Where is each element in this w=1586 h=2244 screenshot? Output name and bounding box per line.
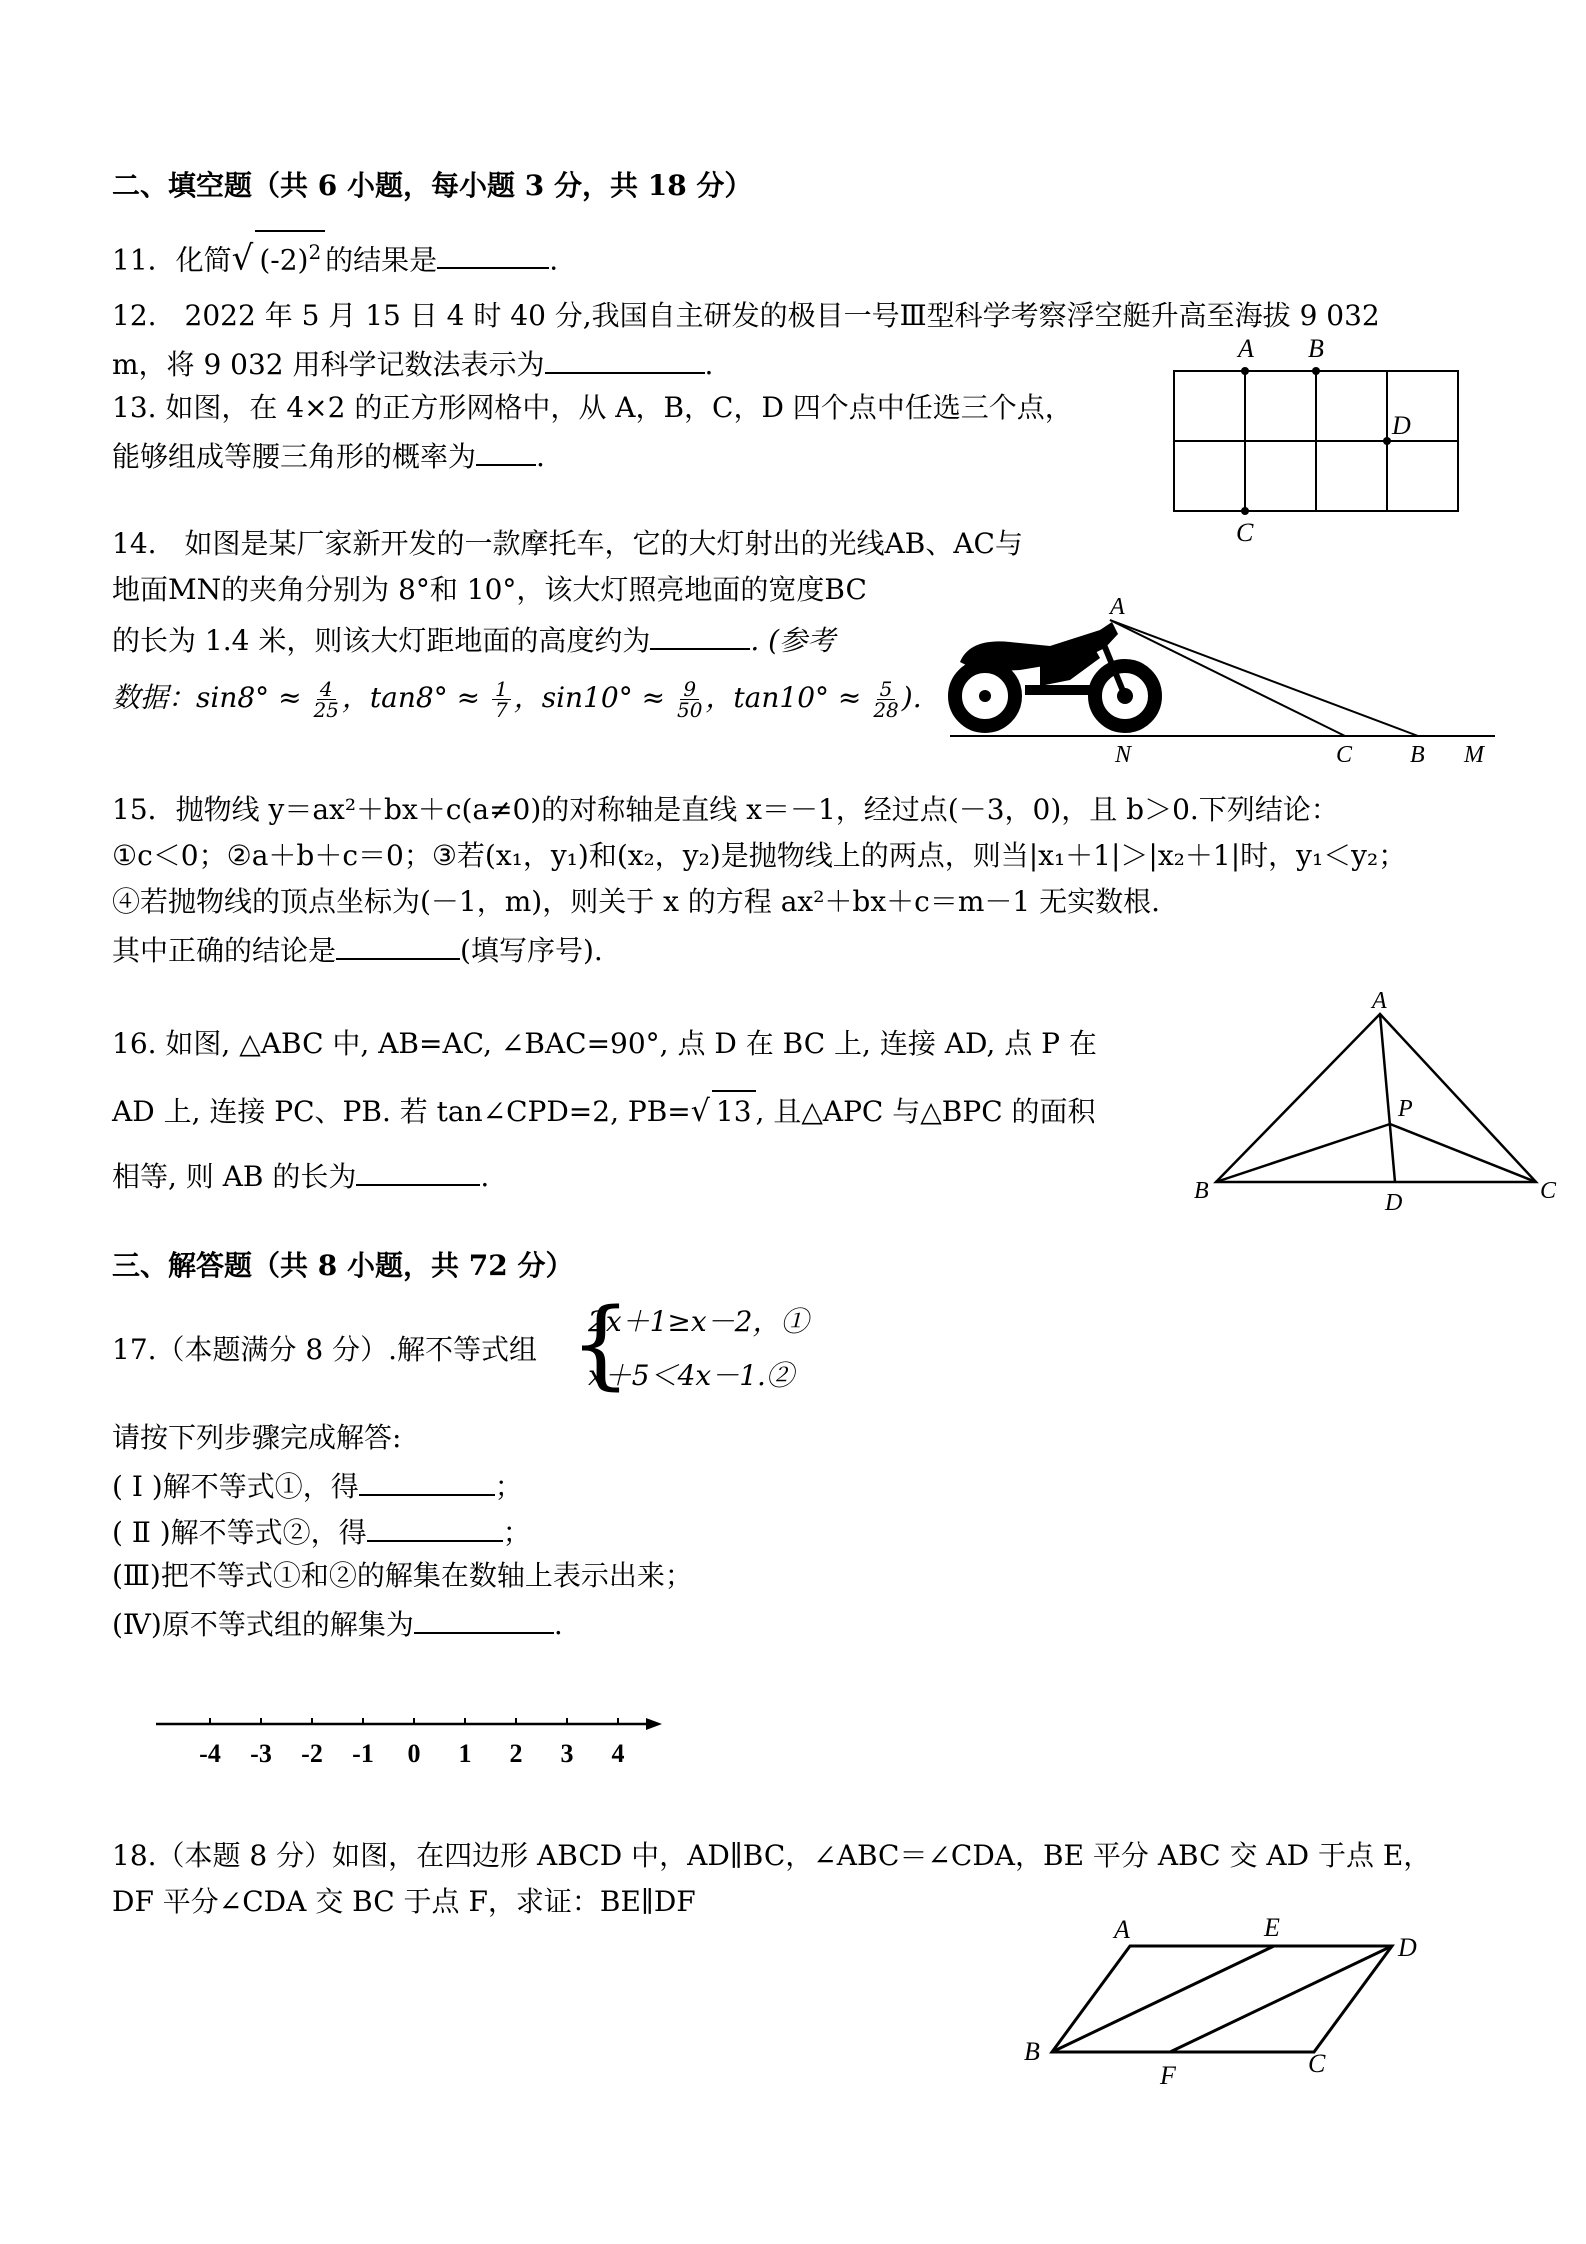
q17-step-1-end: ； (494, 1470, 523, 1503)
number-line-tick-label: -2 (301, 1739, 323, 1768)
q12-end: . (704, 348, 714, 381)
q17-step-4-text: (Ⅳ)原不等式组的解集为 (112, 1608, 414, 1641)
q16-label-a: A (1372, 990, 1387, 1014)
q14-frac-1-num: 4 (317, 679, 336, 700)
q17-step-0: 请按下列步骤完成解答: (112, 1421, 402, 1454)
q17-brace: { (570, 1288, 632, 1400)
q16-label-c: C (1540, 1178, 1557, 1204)
q14-frac-2 (492, 679, 511, 720)
q17-step-3: (Ⅲ)把不等式①和②的解集在数轴上表示出来； (112, 1559, 693, 1592)
q14-frac-4-den: 28 (873, 698, 899, 722)
q15-line4 (112, 928, 603, 971)
q11-post: 的结果是 (325, 243, 438, 277)
q18-label-b: B (1024, 2037, 1040, 2066)
q17-step-1-blank[interactable] (359, 1464, 495, 1496)
q14-ref-e: ). (901, 681, 922, 714)
q14-frac-4-num: 5 (877, 679, 896, 700)
q14-label-a: A (1110, 594, 1125, 620)
q17-step-1-text: ( Ⅰ )解不等式①，得 (112, 1470, 359, 1503)
q17-ineq-2: x＋5＜4x－1.② (588, 1359, 794, 1392)
number-line-tick-label: -4 (199, 1739, 221, 1768)
number-line-tick-label: -3 (250, 1739, 272, 1768)
q17-ineq-1: 2x＋1≥x－2，① (588, 1305, 809, 1338)
number-line-tick-label: -1 (352, 1739, 374, 1768)
q16-text-c: 相等, 则 AB 的长为 (112, 1160, 357, 1193)
q14-frac-2-num: 1 (492, 679, 511, 700)
q13-grid-figure (1160, 335, 1470, 555)
q15-line1: 15．抛物线 y＝ax²＋bx＋c(a≠0)的对称轴是直线 x＝－1，经过点(－3，0)，且 b＞0.下列结论： (112, 793, 1339, 826)
q14-label-m: M (1464, 742, 1484, 768)
q11-end: . (549, 243, 559, 277)
q14-frac-3-num: 9 (680, 679, 699, 700)
number-line-tick-label: 3 (560, 1739, 574, 1768)
q16-line1: 16. 如图, △ABC 中, AB=AC, ∠BAC=90°, 点 D 在 BC 上, 连接 AD, 点 P 在 (112, 1027, 1097, 1060)
q16-line3 (112, 1154, 489, 1197)
q17-number-line (150, 1700, 680, 1780)
q14-answer-blank[interactable] (650, 618, 750, 650)
q18-label-f: F (1160, 2061, 1176, 2090)
arrow-right-icon (646, 1718, 662, 1730)
q16-end: . (480, 1160, 490, 1193)
motorcycle-icon (955, 622, 1155, 726)
q12-answer-blank[interactable] (545, 342, 705, 374)
q16-radicand: 13 (712, 1090, 756, 1132)
q11-answer-blank[interactable] (437, 237, 549, 269)
section-2-title: 二、填空题（共 6 小题，每小题 3 分，共 18 分） (112, 169, 753, 202)
q16-text-a: AD 上, 连接 PC、PB. 若 tan∠CPD=2, PB= (112, 1095, 691, 1128)
number-line-tick-label: 2 (509, 1739, 523, 1768)
q18-quadrilateral-figure (1010, 1900, 1450, 2100)
q16-label-p: P (1398, 1096, 1413, 1122)
q17-step-2-end: ； (502, 1516, 531, 1549)
number-line-tick-label: 0 (407, 1739, 421, 1768)
number-line-tick-label: 1 (458, 1739, 472, 1768)
q13-line1: 13. 如图，在 4×2 的正方形网格中，从 A，B，C，D 四个点中任选三个点， (112, 391, 1073, 424)
q16-label-b: B (1194, 1178, 1209, 1204)
question-11: 11．化简√ $(-2)^2$ 的结果是 . (112, 230, 558, 280)
q11-radicand: (-2) (259, 243, 309, 277)
q11-exponent: 2 (308, 240, 322, 264)
q14-line4 (112, 678, 922, 720)
q14-frac-2-den: 7 (494, 698, 508, 722)
q16-line2: AD 上, 连接 PC、PB. 若 tan∠CPD=2, PB=√ 13 , 且△APC 与△BPC 的面积 (112, 1090, 1096, 1132)
q14-label-n: N (1115, 742, 1132, 768)
q14-ref-b: ，tan8° ≈ (341, 681, 481, 714)
q17-step-2-text: ( Ⅱ )解不等式②，得 (112, 1516, 367, 1549)
q14-frac-1-den: 25 (313, 698, 339, 722)
q16-answer-blank[interactable] (356, 1154, 480, 1186)
q14-line3 (112, 618, 835, 661)
q15-line3: ④若抛物线的顶点坐标为(－1，m)，则关于 x 的方程 ax²＋bx＋c＝m－1 无实数根. (112, 885, 1160, 918)
q14-ref: . (参考 (750, 624, 836, 657)
q14-motorcycle-figure (940, 590, 1500, 770)
q14-ref-c: ，sin10° ≈ (513, 681, 666, 714)
q13-line2 (112, 434, 545, 477)
q11-text: 11．化简 (112, 243, 232, 277)
q18-line2: DF 平分∠CDA 交 BC 于点 F，求证：BE∥DF (112, 1885, 696, 1918)
q15-text: 其中正确的结论是 (112, 934, 337, 967)
q17-step-2-blank[interactable] (367, 1510, 503, 1542)
number-line-tick-label: 4 (611, 1739, 625, 1768)
q18-line1: 18.（本题 8 分）如图，在四边形 ABCD 中，AD∥BC，∠ABC＝∠CDA，BE 平分 ABC 交 AD 于点 E， (112, 1839, 1432, 1872)
q18-label-e: E (1264, 1913, 1280, 1942)
q18-label-c: C (1308, 2049, 1326, 2078)
q13-end: . (536, 440, 545, 473)
q17-step-4-blank[interactable] (414, 1602, 554, 1634)
q17-step-4-end: . (553, 1608, 563, 1641)
q18-label-d: D (1398, 1933, 1417, 1962)
q13-label-d: D (1392, 411, 1411, 440)
q17-step-1 (112, 1464, 523, 1507)
q14-ref-d: ，tan10° ≈ (705, 681, 862, 714)
q12-line1: 12. 2022 年 5 月 15 日 4 时 40 分,我国自主研发的极目一号Ⅲ型科学考察浮空艇升高至海拔 9 032 (112, 299, 1380, 332)
q15-line2: ①c＜0；②a＋b＋c＝0；③若(x₁，y₁)和(x₂，y₂)是抛物线上的两点，则当|x₁＋1|＞|x₂＋1|时，y₁＜y₂； (112, 839, 1407, 872)
q13-answer-blank[interactable] (476, 434, 536, 466)
q14-label-c: C (1336, 742, 1353, 768)
q14-ref-a: 数据：sin8° ≈ (112, 681, 302, 714)
q12-line2 (112, 342, 713, 385)
q15-end: (填写序号). (460, 934, 603, 967)
q13-label-a: A (1238, 335, 1254, 363)
q13-label-c: C (1236, 518, 1254, 547)
q14-line1: 14. 如图是某厂家新开发的一款摩托车，它的大灯射出的光线AB、AC与 (112, 527, 1023, 560)
section-3-title: 三、解答题（共 8 小题，共 72 分） (112, 1249, 574, 1282)
q18-label-a: A (1114, 1915, 1130, 1944)
q12-text: m，将 9 032 用科学记数法表示为 (112, 348, 545, 381)
q14-frac-4 (873, 679, 898, 720)
q13-text: 能够组成等腰三角形的概率为 (112, 440, 477, 473)
q14-frac-3-den: 50 (676, 698, 703, 722)
q14-frac-1 (313, 679, 338, 720)
q13-label-b: B (1308, 335, 1324, 363)
q14-label-b: B (1410, 742, 1425, 768)
q11-radical (255, 230, 325, 280)
q15-answer-blank[interactable] (336, 928, 460, 960)
q16-triangle-figure (1190, 990, 1570, 1220)
q16-label-d: D (1385, 1190, 1403, 1216)
q17-step-2 (112, 1510, 531, 1553)
q14-frac-3 (677, 679, 702, 720)
q16-text-b: , 且△APC 与△BPC 的面积 (755, 1095, 1096, 1128)
q14-line2: 地面MN的夹角分别为 8°和 10°，该大灯照亮地面的宽度BC (112, 573, 867, 606)
q17-intro: 17.（本题满分 8 分）.解不等式组 (112, 1333, 538, 1366)
q14-text: 的长为 1.4 米，则该大灯距地面的高度约为 (112, 624, 651, 657)
q17-step-4 (112, 1602, 563, 1645)
